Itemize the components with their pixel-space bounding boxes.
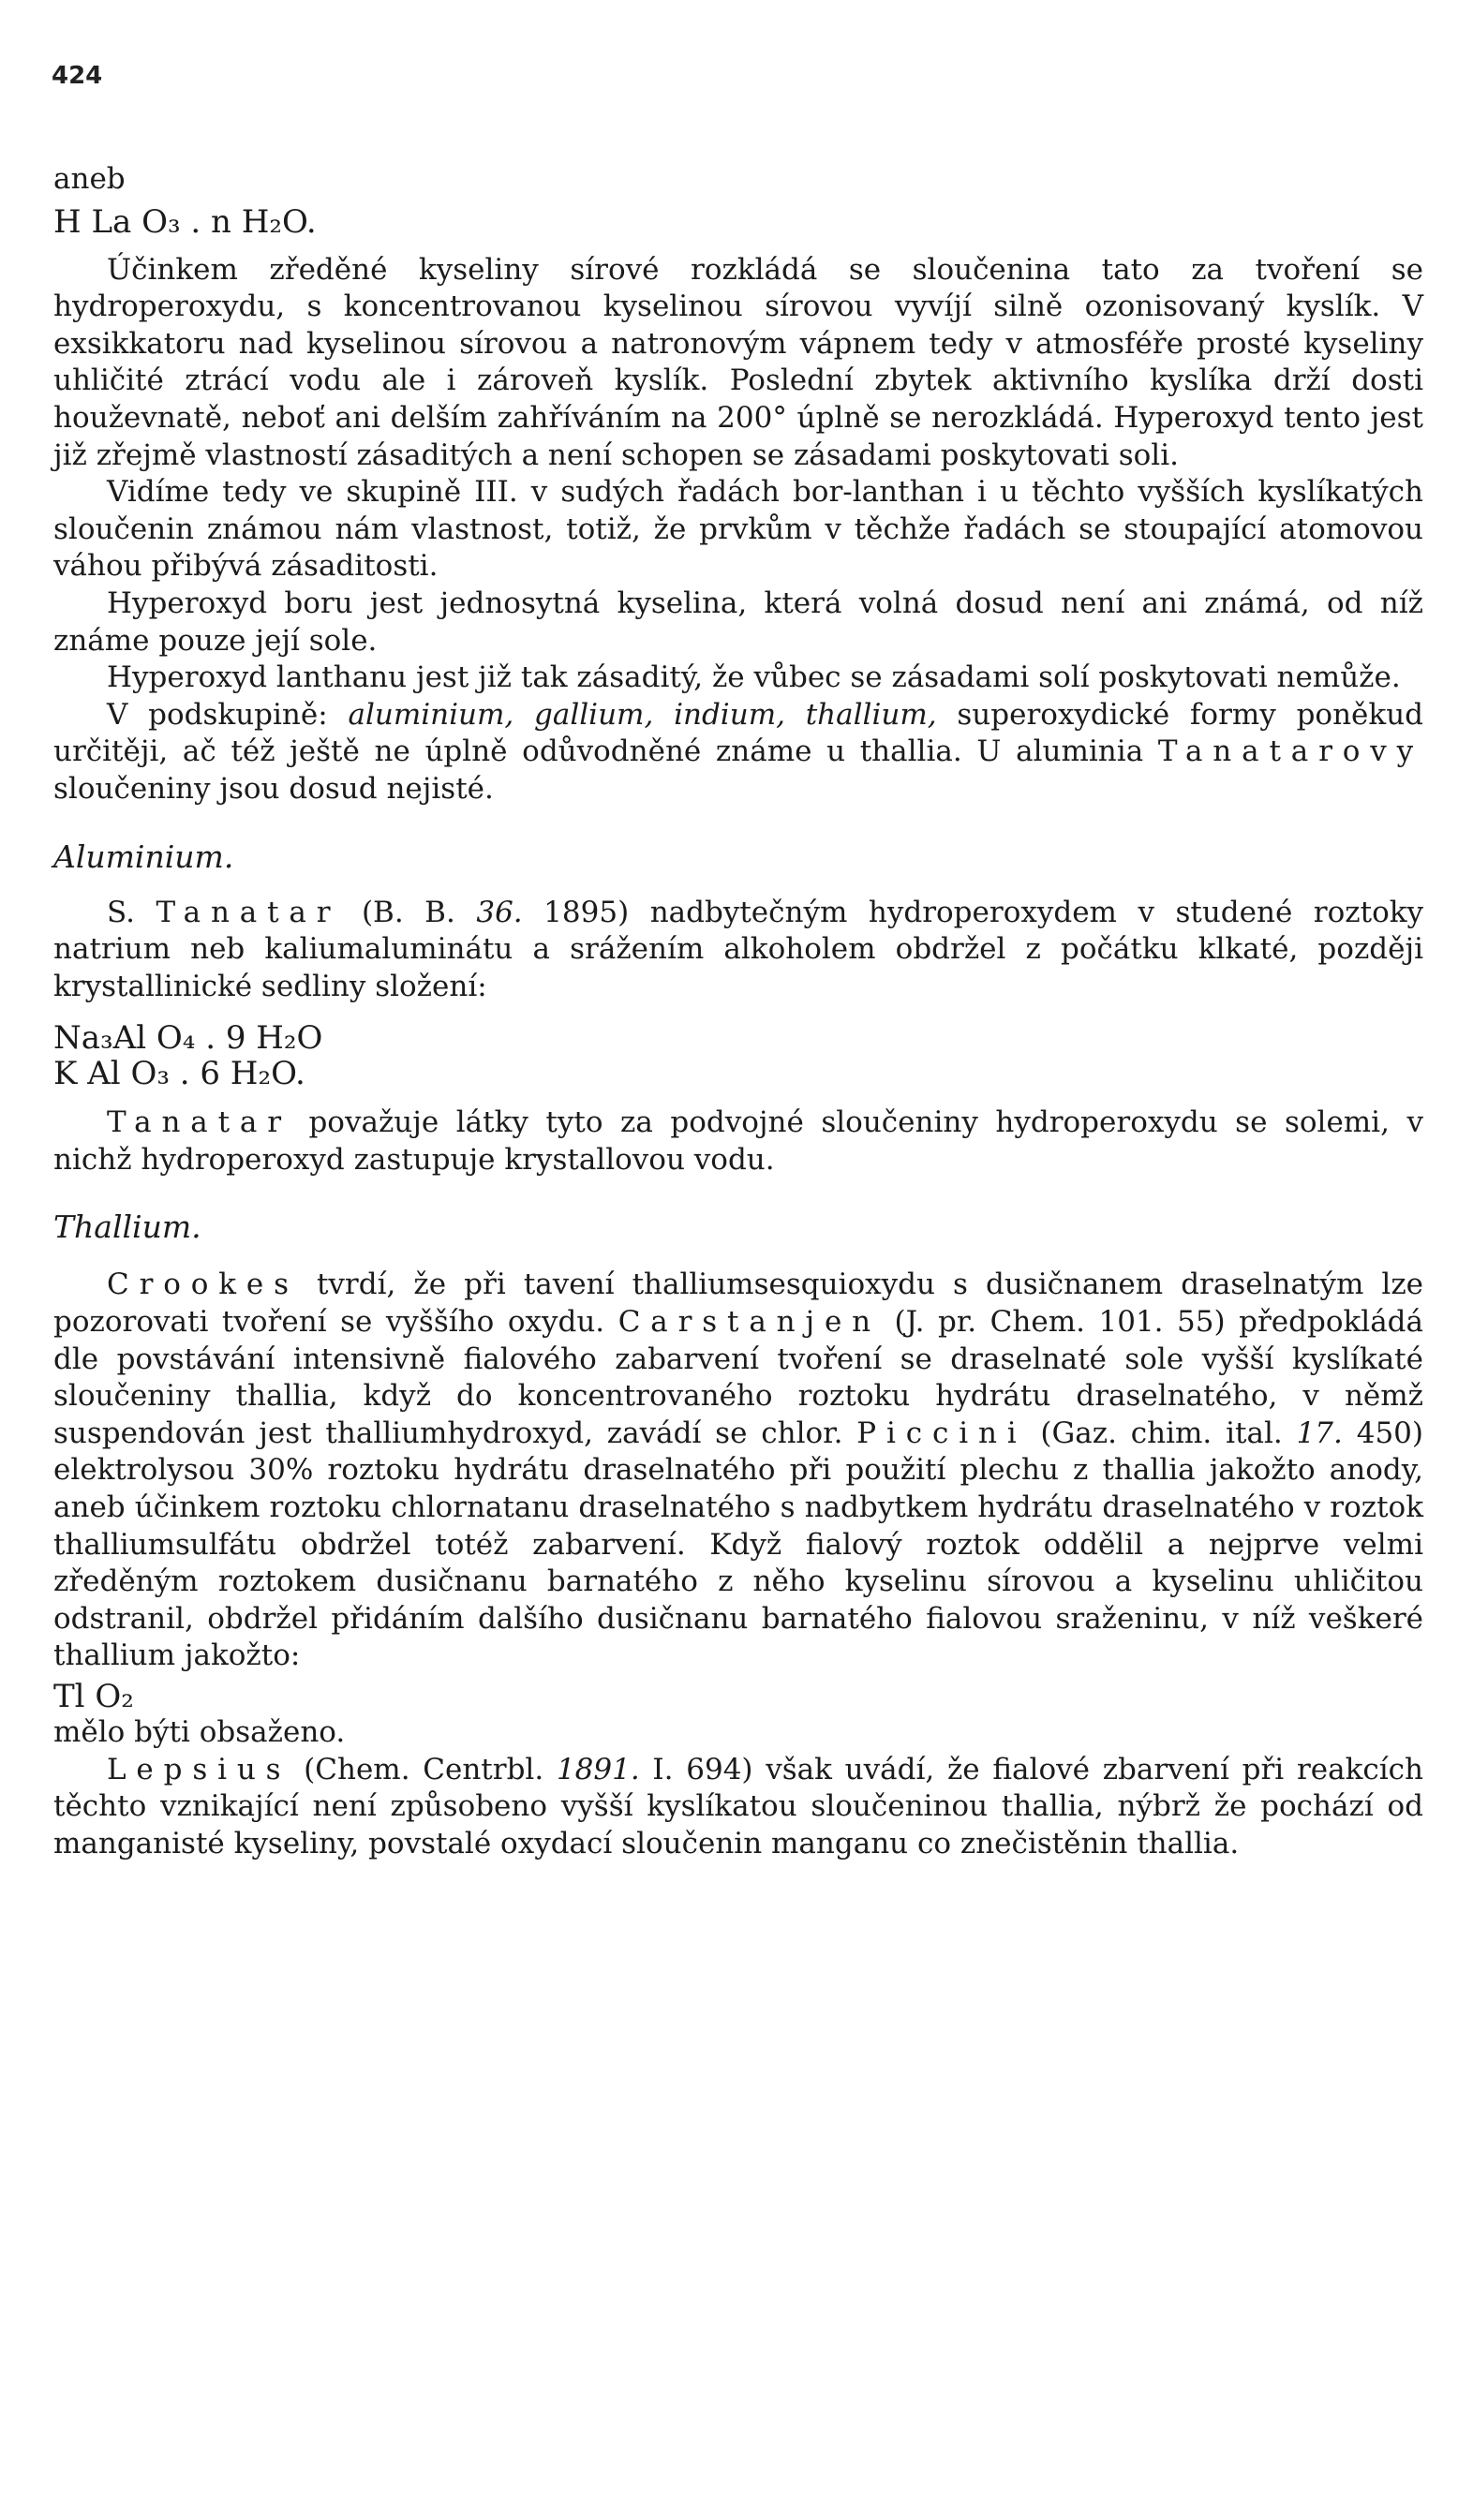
- formula-potassium-aluminate: K Al O₃ . 6 H₂O.: [53, 1055, 305, 1093]
- paragraph-tanatar-experiment: [53, 895, 1423, 1006]
- paragraph-boron: Hyperoxyd boru jest jednosytná kyselina, která volná dosud není ani známá, od níž známe pouze její sole.: [53, 586, 1423, 658]
- carstanjen-text: (J. pr. Chem. 101. 55) předpokládá dle povstávání intensivně fialového zabarvení tvoření se draselnaté sole vyšší kyslíkaté sloučeniny thallia, když do koncentrovaného roztoku hydrátu draselnatého, v němž suspendován jest thalliumhydroxyd, zavádí se chlor.: [53, 1305, 1424, 1450]
- paragraph-tanatar-conclusion: [53, 1104, 1423, 1178]
- lepsius-text: I. 694) však uvádí, že fialové zbarvení při reakcích těchto vznikající není způsobeno vyšší kyslíkatou sloučeninou thallia, nýbrž že pochází od manganisté kyseliny, povstalé oxydací sloučenin manganu co znečistěnin thallia.: [53, 1752, 1423, 1860]
- author-lepsius: Lepsius: [107, 1752, 291, 1786]
- lepsius-reference: (Chem. Centrbl.: [304, 1752, 544, 1786]
- lepsius-year: 1891.: [556, 1752, 640, 1786]
- conclusion-text: považuje látky tyto za podvojné sloučeniny hydroperoxydu se solemi, v nichž hydroperoxyd zastupuje krystallovou vodu.: [53, 1105, 1423, 1177]
- paragraph-lanthanum: Hyperoxyd lanthanu jest již tak zásaditý, že vůbec se zásadami solí poskytovati nemůže.: [107, 660, 1401, 695]
- author-carstanjen: Carstanjen: [617, 1305, 881, 1340]
- intro-word: aneb: [53, 162, 126, 196]
- crookes-text: tvrdí, že při tavení thalliumsesquioxydu s dusičnanem draselnatým lze pozorovati tvoření se vyššího oxydu.: [53, 1267, 1423, 1340]
- piccini-text: 450) elektrolysou 30% roztoku hydrátu draselnatého při použití plechu z thallia jakožto anody, aneb účinkem roztoku chlornatanu draselnatého s nadbytkem hydrátu draselnatého v roztok thalliumsulfátu obdržel totéž zabarvení. Když fialový roztok oddělil a nejprve velmi zředěným roztokem dusičnanu barnatého z něho kyselinu sírovou a kyselinu uhličitou odstranil, obdržel přidáním dalšího dusičnanu barnatého fialovou sraženinu, v níž veškeré thallium jakožto:: [53, 1416, 1423, 1673]
- paragraph-subgroup: [53, 697, 1423, 808]
- reference-close: 1895): [543, 895, 630, 929]
- page-body: [53, 161, 1423, 1862]
- reference-open: (B. B.: [361, 895, 455, 929]
- paragraph-group-three: Vidíme tedy ve skupině III. v sudých řadách bor-lanthan i u těchto vyšších kyslíkatých sloučenin známou nám vlastnost, totiž, že prvkům v těchže řadách se stoupající atomovou váhou přibývá zásaditosti.: [53, 475, 1423, 584]
- lead-initial: S.: [107, 895, 135, 929]
- author-crookes: Crookes: [107, 1267, 299, 1302]
- piccini-reference: (Gaz. chim. ital.: [1040, 1416, 1283, 1450]
- subgroup-end: sloučeniny jsou dosud nejisté.: [53, 771, 494, 806]
- author-tanatar: Tanatarovy: [1157, 734, 1423, 769]
- page-number: 424: [52, 62, 103, 90]
- formula-thallium-dioxide: Tl O₂: [53, 1678, 134, 1715]
- subgroup-text: superoxydické formy poněkud určitěji, ač též ještě ne úplně odůvodněné známe u thallia. U aluminia: [53, 697, 1423, 769]
- heading-thallium: Thallium.: [53, 1208, 201, 1246]
- author-piccini: Piccini: [856, 1416, 1027, 1450]
- subgroup-lead: V podskupině:: [107, 697, 328, 732]
- paragraph-decomposition: Účinkem zředěné kyseliny sírové rozkládá se sloučenina tato za tvoření se hydroperoxydu, s koncentrovanou kyselinou sírovou vyvíjí silně ozonisovaný kyslík. V exsikkatoru nad kyselinou sírovou a natronovým vápnem tedy v atmosféře prosté kyseliny uhličité ztrácí vodu ale i zároveň kyslík. Poslední zbytek aktivního kyslíka drží dosti houževnatě, neboť ani delším zahříváním na 200° úplně se nerozkládá. Hyperoxyd tento jest již zřejmě vlastností zásaditých a není schopen se zásadami poskytovati soli.: [53, 252, 1423, 472]
- paragraph-lepsius: [53, 1752, 1423, 1863]
- author-tanatar: Tanatar: [107, 1105, 291, 1140]
- experiment-text: nadbytečným hydroperoxydem v studené roztoky natrium neb kaliumaluminátu a srážením alkoholem obdržel z počátku klkaté, později krystallinické sedliny složení:: [53, 895, 1424, 1003]
- subgroup-elements: aluminium, gallium, indium, thallium,: [348, 697, 937, 732]
- author-tanatar: Tanatar: [156, 895, 341, 929]
- piccini-volume: 17.: [1296, 1416, 1343, 1450]
- heading-aluminium: Aluminium.: [53, 838, 234, 875]
- formula-lanthanum-hydroperoxide: H La O₃ . n H₂O.: [53, 202, 317, 241]
- reference-volume: 36.: [476, 895, 523, 929]
- line-after-formula: mělo býti obsaženo.: [53, 1715, 346, 1749]
- formula-sodium-aluminate: Na₃Al O₄ . 9 H₂O: [53, 1019, 323, 1058]
- paragraph-thallium-oxide: [53, 1267, 1423, 1675]
